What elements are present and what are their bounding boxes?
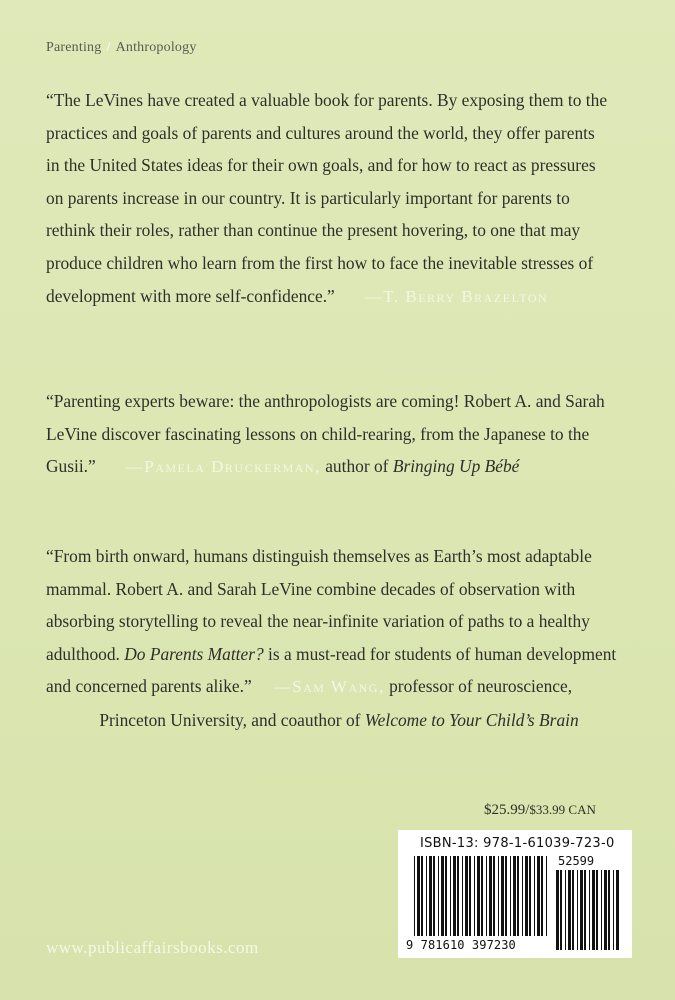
barcode-bar (441, 856, 444, 936)
barcode-bar (498, 856, 499, 936)
barcode-bar (433, 856, 435, 936)
barcode-bar (457, 856, 459, 936)
attribution-affiliation: Princeton University, and coauthor of (99, 709, 361, 730)
quote-line: on parents increase in our country. It is particularly important for parents to (46, 187, 570, 208)
barcode-bar (445, 856, 447, 936)
book-title: Do Parents Matter? (124, 643, 264, 664)
barcode-bar (513, 856, 516, 936)
attribution-wang: —Sam Wang, (273, 677, 385, 697)
barcode-bar (429, 856, 432, 936)
quote-line: in the United States ideas for their own goals, and for how to react as pressures (46, 155, 596, 176)
book-title: Welcome to Your Child’s Brain (364, 709, 579, 730)
quote-line: “From birth onward, humans distinguish themselves as Earth’s most adaptable (46, 546, 592, 566)
category-separator: / (106, 40, 111, 55)
barcode-bar (534, 856, 535, 936)
barcode-bar (522, 856, 523, 936)
barcode-bar (537, 856, 540, 936)
quote-line: LeVine discover fascinating lessons on child-rearing, from the Japanese to the (46, 423, 590, 444)
barcode-digits: 9 781610 397230 (406, 938, 516, 952)
price-label (484, 802, 596, 819)
quote-line: practices and goals of parents and cultures around the world, they offer parents (46, 122, 595, 143)
barcode-bar (589, 870, 590, 950)
barcode-bar (541, 856, 543, 936)
barcode-bar (477, 856, 480, 936)
quote-druckerman (46, 385, 632, 484)
barcode-bar (417, 856, 420, 936)
barcode-bar (601, 870, 602, 950)
quote-line: produce children who learn from the first how to face the inevitable stresses of (46, 252, 594, 273)
quote-wang: “From birth onward, humans distinguish themselves as Earth’s most adaptable mammal. Robert A. and Sarah LeVine combine decades of observation with absorbing storytelling to reveal the near-infinite variation of paths to a healthy adulthood. Do Parents Matter? is a must-read for students of human development and concerned parents alike.” —Sam Wang, professor of neuroscience, Princeton University, and coauthor of Welcome to Your Child’s Brain (46, 546, 617, 730)
quote-line: development with more self-confidence.” (46, 285, 335, 306)
attribution-druckerman: —Pamela Druckerman, (125, 457, 321, 477)
barcode-bar (592, 870, 595, 950)
barcode-bar (465, 856, 468, 936)
price-can: $33.99 CAN (529, 802, 596, 817)
barcode-bar (493, 856, 495, 936)
barcode-bar (517, 856, 519, 936)
barcode-bar (510, 856, 511, 936)
barcode-bar (474, 856, 475, 936)
quote-line: “Parenting experts beware: the anthropologists are coming! Robert A. and Sarah (46, 391, 605, 411)
attribution-role: author of (325, 456, 389, 477)
barcode-bar (426, 856, 427, 936)
quote-line: Gusii.” (46, 456, 96, 477)
quote-line: and concerned parents alike.” (46, 676, 252, 697)
publisher-url: www.publicaffairsbooks.com (46, 938, 259, 957)
quote-line: is a must-read for students of human development (263, 643, 617, 664)
barcode-bar (580, 870, 583, 950)
barcode-bar (608, 870, 610, 950)
barcode-bar (604, 870, 607, 950)
attribution-brazelton: —T. Berry Brazelton (364, 286, 549, 306)
barcode-bar (438, 856, 439, 936)
barcode-bar (565, 870, 566, 950)
barcode-bar (453, 856, 456, 936)
price-us: $25.99 (484, 802, 526, 818)
barcode-bar (529, 856, 531, 936)
book-title: Bringing Up Bébé (392, 456, 520, 477)
barcode-bar (556, 870, 559, 950)
barcode-bar (462, 856, 463, 936)
barcode-bar (481, 856, 483, 936)
price-separator: / (525, 802, 530, 818)
quote-brazelton (46, 84, 632, 313)
barcode-bar (505, 856, 507, 936)
category-label (46, 40, 197, 56)
category-anthropology: Anthropology (115, 40, 197, 55)
attribution-role: professor of neuroscience, (389, 676, 573, 697)
barcode-bar (572, 870, 574, 950)
barcode-bar (501, 856, 504, 936)
quote-line: mammal. Robert A. and Sarah LeVine combine decades of observation with (46, 578, 576, 599)
barcode (398, 830, 632, 958)
barcode-bar (584, 870, 586, 950)
barcode-bar (560, 870, 562, 950)
barcode-bar (596, 870, 598, 950)
barcode-bar (568, 870, 571, 950)
barcode-bar (577, 870, 578, 950)
isbn-label: ISBN-13: 978-1-61039-723-0 (420, 836, 615, 851)
quote-line: “The LeVines have created a valuable book for parents. By exposing them to the (46, 90, 608, 110)
barcode-bar (546, 856, 547, 936)
barcode-bar (414, 856, 415, 936)
barcode-bar (616, 870, 619, 950)
barcode-bar (486, 856, 487, 936)
barcode-bar (421, 856, 423, 936)
barcode-bar (469, 856, 471, 936)
quote-line: absorbing storytelling to reveal the near-infinite variation of paths to a healthy (46, 611, 590, 632)
barcode-bar (489, 856, 492, 936)
quote-line: rethink their roles, rather than continue the present hovering, to one that may (46, 220, 581, 241)
barcode-bar (525, 856, 528, 936)
barcode-bar (450, 856, 451, 936)
category-parenting: Parenting (46, 40, 102, 55)
barcode-bar (613, 870, 614, 950)
addon-number: 52599 (558, 854, 595, 868)
